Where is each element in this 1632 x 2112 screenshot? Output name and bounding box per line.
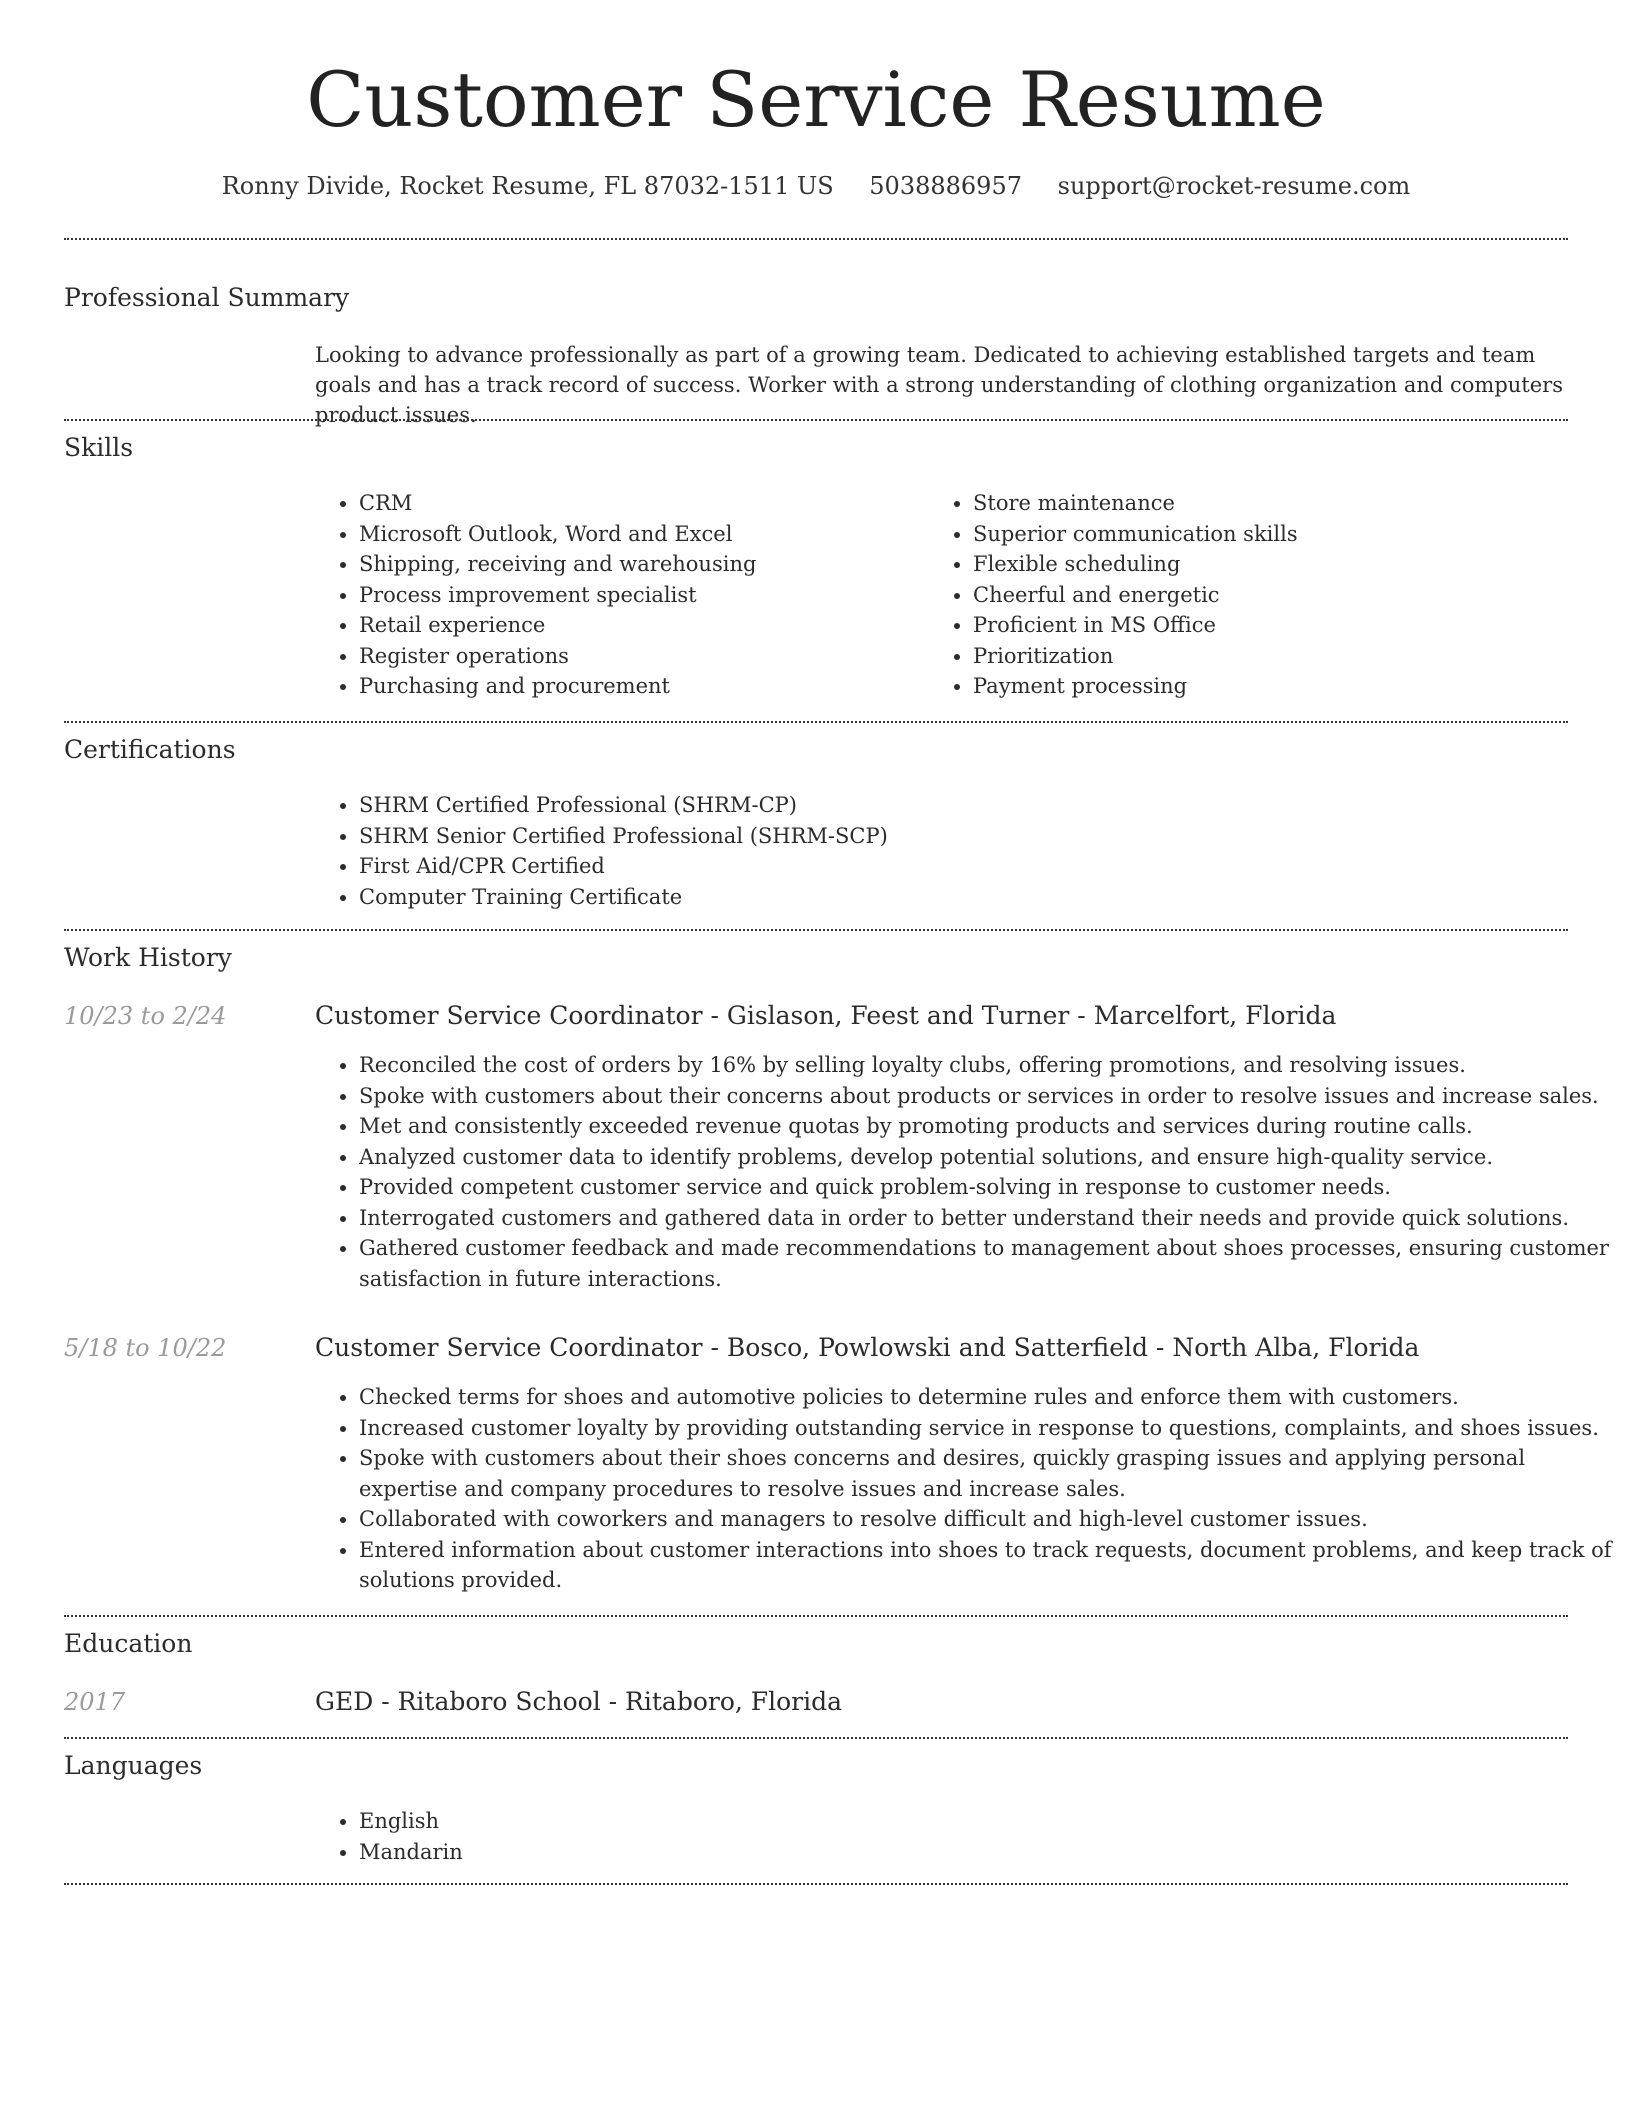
- skills-heading: Skills: [64, 433, 134, 462]
- job-bullet: • Analyzed customer data to identify problems, develop potential solutions, and ensure high-quality service.: [359, 1142, 1612, 1173]
- education-heading: Education: [64, 1629, 193, 1658]
- skill-item: • Process improvement specialist: [359, 580, 919, 611]
- job-dates: 10/23 to 2/24: [64, 1002, 227, 1030]
- section-divider: [64, 1737, 1568, 1739]
- job-title: Customer Service Coordinator - Bosco, Powlowski and Satterfield - North Alba, Florida: [315, 1333, 1420, 1362]
- skills-list-right: [929, 488, 1593, 702]
- contact-line: [0, 170, 1632, 202]
- section-divider: [64, 419, 1568, 421]
- skills-list-left: [315, 488, 919, 702]
- certification-item: • First Aid/CPR Certified: [359, 851, 1559, 882]
- education-entry: GED - Ritaboro School - Ritaboro, Florida: [315, 1687, 843, 1716]
- skill-item: • Cheerful and energetic: [973, 580, 1593, 611]
- job-title: Customer Service Coordinator - Gislason, Feest and Turner - Marcelfort, Florida: [315, 1001, 1337, 1030]
- section-divider: [64, 238, 1568, 240]
- contact-address: Ronny Divide, Rocket Resume, FL 87032-1511 US: [221, 172, 834, 200]
- skill-item: • Purchasing and procurement: [359, 671, 919, 702]
- languages-list: [315, 1806, 959, 1867]
- languages-heading: Languages: [64, 1751, 203, 1780]
- certification-item: • SHRM Certified Professional (SHRM-CP): [359, 790, 1559, 821]
- skill-item: • Prioritization: [973, 641, 1593, 672]
- summary-heading: Professional Summary: [64, 283, 350, 312]
- job-bullet: • Provided competent customer service and quick problem-solving in response to customer needs.: [359, 1172, 1612, 1203]
- section-divider: [64, 721, 1568, 723]
- job-bullet: • Met and consistently exceeded revenue quotas by promoting products and services during routine calls.: [359, 1111, 1612, 1142]
- job-bullet: • Spoke with customers about their concerns about products or services in order to resolve issues and increase sales.: [359, 1081, 1612, 1112]
- education-year: 2017: [64, 1688, 126, 1716]
- section-divider: [64, 1883, 1568, 1885]
- skill-item: • Superior communication skills: [973, 519, 1593, 550]
- job-bullet: • Spoke with customers about their shoes concerns and desires, quickly grasping issues and applying personal expertise and company procedures to resolve issues and increase sales.: [359, 1443, 1612, 1504]
- skill-item: • Microsoft Outlook, Word and Excel: [359, 519, 919, 550]
- work-history-heading: Work History: [64, 943, 232, 972]
- job-bullet: • Reconciled the cost of orders by 16% by selling loyalty clubs, offering promotions, and resolving issues.: [359, 1050, 1612, 1081]
- skill-item: • Proficient in MS Office: [973, 610, 1593, 641]
- job-bullet: • Collaborated with coworkers and managers to resolve difficult and high-level customer issues.: [359, 1504, 1612, 1535]
- skill-item: • Payment processing: [973, 671, 1593, 702]
- job-bullet: • Checked terms for shoes and automotive policies to determine rules and enforce them with customers.: [359, 1382, 1612, 1413]
- job-bullet: • Gathered customer feedback and made recommendations to management about shoes processes, ensuring customer satisfaction in future interactions.: [359, 1233, 1612, 1294]
- summary-text: Looking to advance professionally as part of a growing team. Dedicated to achieving established targets and team goals and has a track record of success. Worker with a strong understanding of clothing organization and computers product issues.: [315, 343, 1563, 427]
- certification-item: • Computer Training Certificate: [359, 882, 1559, 913]
- contact-email: support@rocket-resume.com: [1057, 172, 1411, 200]
- job-bullets: [315, 1382, 1612, 1596]
- skill-item: • Shipping, receiving and warehousing: [359, 549, 919, 580]
- contact-phone: 5038886957: [869, 172, 1022, 200]
- certification-item: • SHRM Senior Certified Professional (SHRM-SCP): [359, 821, 1559, 852]
- language-item: • Mandarin: [359, 1837, 959, 1868]
- job-bullet: • Increased customer loyalty by providing outstanding service in response to questions, complaints, and shoes issues.: [359, 1413, 1612, 1444]
- certifications-list: [315, 790, 1559, 912]
- section-divider: [64, 1615, 1568, 1617]
- certifications-heading: Certifications: [64, 735, 236, 764]
- job-dates: 5/18 to 10/22: [64, 1334, 227, 1362]
- job-bullets: [315, 1050, 1612, 1294]
- section-divider: [64, 929, 1568, 931]
- job-bullet: • Interrogated customers and gathered data in order to better understand their needs and provide quick solutions.: [359, 1203, 1612, 1234]
- language-item: • English: [359, 1806, 959, 1837]
- skill-item: • Retail experience: [359, 610, 919, 641]
- skill-item: • Register operations: [359, 641, 919, 672]
- skill-item: • Flexible scheduling: [973, 549, 1593, 580]
- resume-title: Customer Service Resume: [306, 55, 1326, 144]
- job-bullet: • Entered information about customer interactions into shoes to track requests, document problems, and keep track of solutions provided.: [359, 1535, 1612, 1596]
- skill-item: • Store maintenance: [973, 488, 1593, 519]
- skill-item: • CRM: [359, 488, 919, 519]
